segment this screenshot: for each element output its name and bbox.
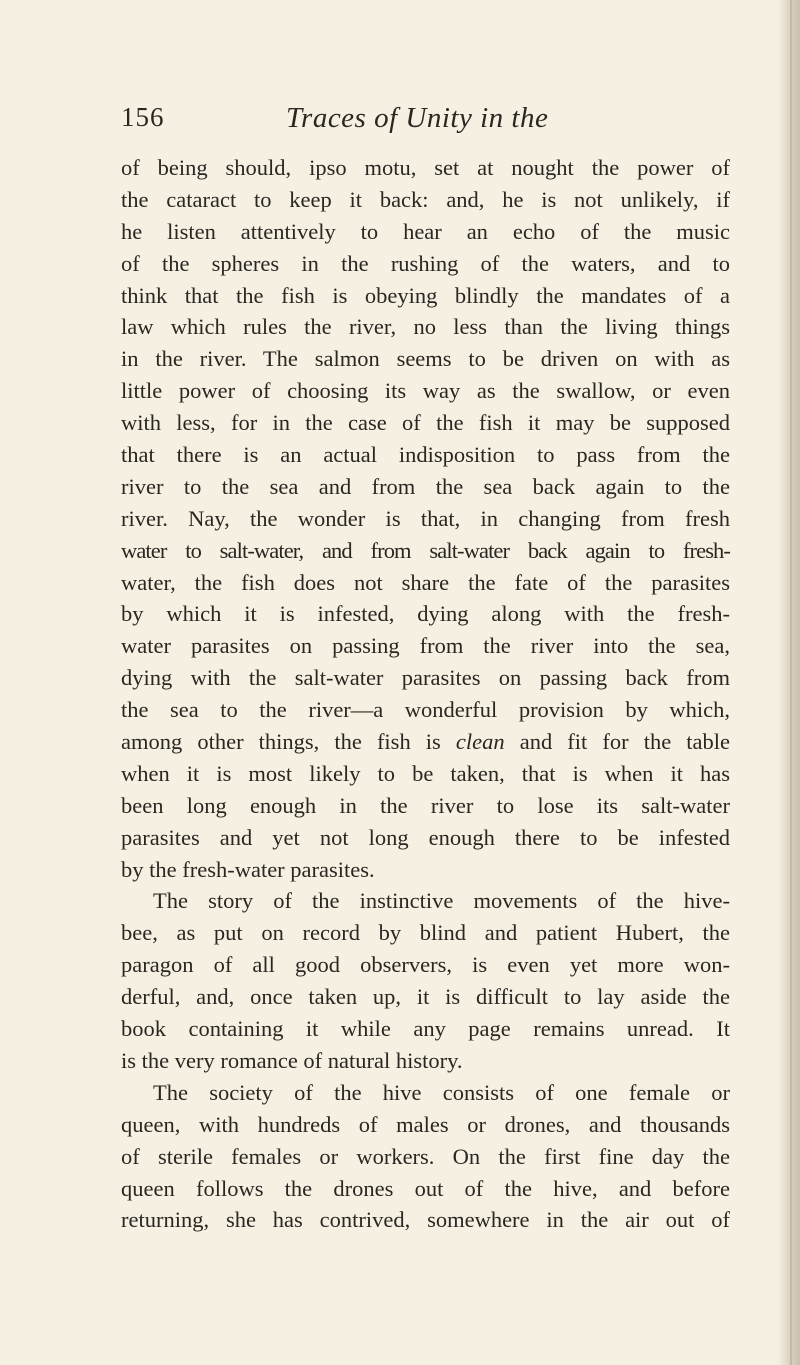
text-line: he listen attentively to hear an echo of the music [121,218,730,244]
text-line: book containing it while any page remains unread. It [121,1016,730,1042]
text-line: is the very romance of natural history. [121,1047,463,1073]
text-line-with-italic [121,726,730,758]
text-line: returning, she has contrived, somewhere in the air out of [121,1207,730,1233]
running-title: Traces of Unity in the [286,102,549,134]
text-line: bee, as put on record by blind and patient Hubert, the [121,920,730,946]
page-edge-line [790,0,792,1365]
text-line: of being should, ipso motu, set at nought the power of [121,155,730,180]
text-line: little power of choosing its way as the swallow, or even [121,378,730,404]
text-line: water, the fish does not share the fate of the parasites [121,569,730,595]
text-line: when it is most likely to be taken, that is when it has [121,760,730,786]
text-line: law which rules the river, no less than the living things [121,314,730,340]
text-line: the cataract to keep it back: and, he is not unlikely, if [121,186,730,212]
text-line: the sea to the river—a wonderful provision by which, [121,697,730,723]
body-text [121,152,730,1236]
text-line: water to salt-water, and from salt-water back again to fresh- [121,537,730,563]
text-line: water parasites on passing from the river into the sea, [121,633,730,659]
text-line: river to the sea and from the sea back again to the [121,473,730,499]
text-line: dying with the salt-water parasites on passing back from [121,665,730,691]
text-line: in the river. The salmon seems to be driven on with as [121,346,730,372]
text-line: of sterile females or workers. On the first fine day the [121,1143,730,1169]
text-line: derful, and, once taken up, it is difficult to lay aside the [121,984,730,1010]
text-line: by which it is infested, dying along with the fresh- [121,601,730,627]
text-line: river. Nay, the wonder is that, in changing from fresh [121,505,730,531]
text-line: queen follows the drones out of the hive, and before [121,1175,730,1201]
text-line: with less, for in the case of the fish it may be supposed [121,410,730,436]
text-segment: and fit for the table [519,729,731,755]
text-line: The society of the hive consists of one female or [153,1079,730,1105]
italic-word: clean [455,729,505,755]
text-line: of the spheres in the rushing of the waters, and to [121,250,730,276]
page-header [121,102,741,142]
text-line: The story of the instinctive movements of the hive- [153,888,730,914]
text-line: by the fresh-water parasites. [121,856,375,882]
text-segment: among other things, the fish is [121,729,441,755]
text-line: think that the fish is obeying blindly the mandates of a [121,282,730,308]
text-line: that there is an actual indisposition to pass from the [121,442,730,468]
text-line: parasites and yet not long enough there to be infested [121,824,730,850]
text-line: queen, with hundreds of males or drones, and thousands [121,1111,730,1137]
page-edge-shadow [778,0,800,1365]
text-line: been long enough in the river to lose its salt-water [121,792,730,818]
text-line: paragon of all good observers, is even yet more won- [121,952,730,978]
page-number: 156 [121,102,165,132]
